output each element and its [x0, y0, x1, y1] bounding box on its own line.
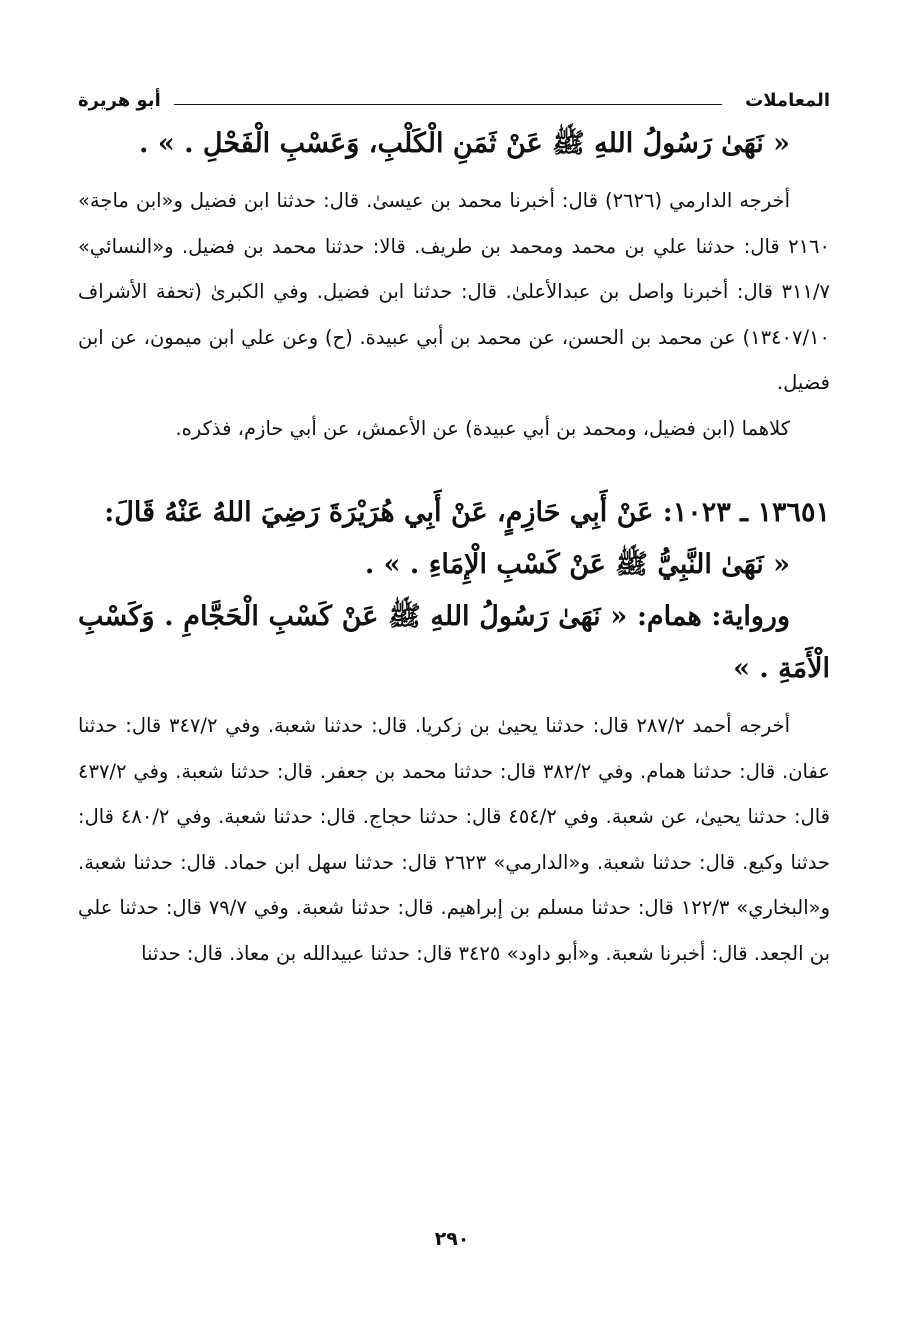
hadith-2-text: « نَهَىٰ النَّبِيُّ ﷺ عَنْ كَسْبِ الْإِمَاءِ . » . [364, 549, 790, 580]
takhrij-2-paragraph-1: أخرجه أحمد ٢٨٧/٢ قال: حدثنا يحيىٰ بن زكريا. قال: حدثنا شعبة. وفي ٣٤٧/٢ قال: حدثنا عفان. قال: حدثنا همام. وفي ٣٨٢/٢ قال: حدثنا محمد بن جعفر. قال: حدثنا شعبة. وفي ٤٣٧/٢ قال: حدثنا يحيىٰ، عن شعبة. وفي ٤٥٤/٢ قال: حدثنا حجاج. قال: حدثنا شعبة. وفي ٤٨٠/٢ قال: حدثنا وكيع. قال: حدثنا شعبة. و«الدارمي» ٢٦٢٣ قال: حدثنا سهل ابن حماد. قال: حدثنا شعبة. و«البخاري» ١٢٢/٣ قال: حدثنا مسلم بن إبراهيم. قال: حدثنا شعبة. وفي ٧٩/٧ قال: حدثنا علي بن الجعد. قال: أخبرنا شعبة. و«أبو داود» ٣٤٢٥ قال: حدثنا عبيدالله بن معاذ. قال: حدثنا [78, 714, 830, 965]
page-number: ٢٩٠ [434, 1228, 470, 1250]
spacer [78, 451, 830, 487]
takhrij-1-paragraph-2: كلاهما (ابن فضيل، ومحمد بن أبي عبيدة) عن الأعمش، عن أبي حازم، فذكره. [175, 416, 790, 440]
spacer [78, 170, 830, 178]
hadith-2-intro: ١٣٦٥١ ـ ١٠٢٣: عَنْ أَبِي حَازِمٍ، عَنْ أَبِي هُرَيْرَةَ رَضِيَ اللهُ عَنْهُ قَالَ: [104, 497, 830, 528]
takhrij-1-paragraph-1: أخرجه الدارمي (٢٦٢٦) قال: أخبرنا محمد بن عيسىٰ. قال: حدثنا ابن فضيل و«ابن ماجة» ٢١٦٠ قال: حدثنا علي بن محمد ومحمد بن طريف. قالا: حدثنا محمد بن فضيل. و«النسائي» ٣١١/٧ قال: أخبرنا واصل بن عبدالأعلىٰ. قال: حدثنا ابن فضيل. وفي الكبرىٰ (تحفة الأشراف ١٣٤٠٧/١٠) عن محمد بن الحسن، عن محمد بن أبي عبيدة. (ح) وعن علي ابن ميمون، عن ابن فضيل. [78, 189, 830, 394]
spacer [78, 695, 830, 703]
document-page [78, 84, 830, 976]
running-header [78, 84, 830, 118]
narrator-title: أبو هريرة [78, 90, 161, 111]
section-title: المعاملات [745, 90, 830, 111]
hadith-2-variant: ورواية: همام: « نَهَىٰ رَسُولُ اللهِ ﷺ عَنْ كَسْبِ الْحَجَّامِ . وَكَسْبِ الْأَمَةِ . » [78, 601, 830, 684]
header-rule [174, 104, 722, 105]
hadith-1-text: « نَهَىٰ رَسُولُ اللهِ ﷺ عَنْ ثَمَنِ الْكَلْبِ، وَعَسْبِ الْفَحْلِ . » . [139, 128, 790, 159]
